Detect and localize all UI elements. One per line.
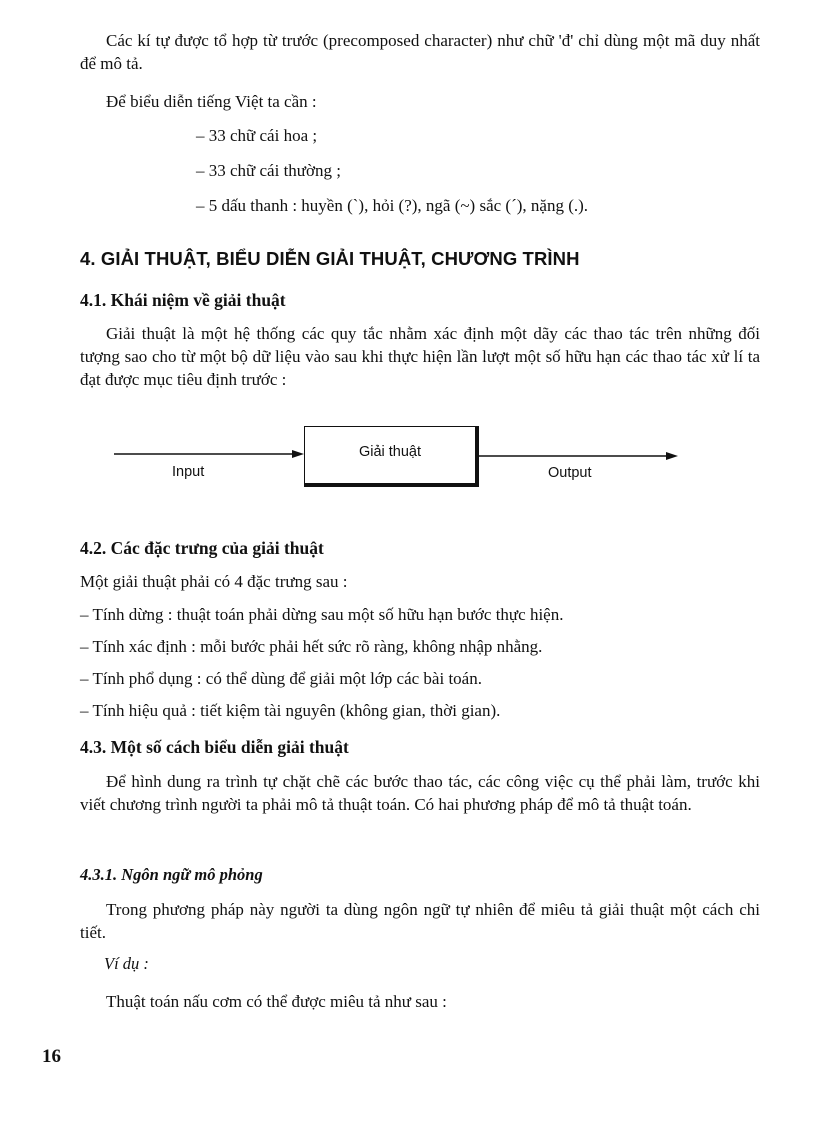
input-label: Input <box>172 464 205 480</box>
section-4-1-heading: 4.1. Khái niệm về giải thuật <box>80 290 286 310</box>
section-4-3-1-text: Trong phương pháp này người ta dùng ngôn ngữ tự nhiên để miêu tả giải thuật một cách chi tiết. <box>80 900 760 942</box>
input-arrowhead <box>292 450 304 458</box>
section-4-3-1-heading: 4.3.1. Ngôn ngữ mô phỏng <box>80 865 263 884</box>
intro-paragraph: Các kí tự được tổ hợp từ trước (precomposed character) như chữ 'đ' chỉ dùng một mã duy nhất để mô tả. <box>80 31 760 73</box>
list-item-uppercase: – 33 chữ cái hoa ; <box>196 126 318 145</box>
algorithm-box-label: Giải thuật <box>358 444 422 460</box>
algorithm-box <box>304 426 479 487</box>
section-4-3-text: Để hình dung ra trình tự chặt chẽ các bước thao tác, các công việc cụ thể phải làm, trước khi viết chương trình người ta phải mô tả thuật toán. Có hai phương pháp để mô tả thuật toán. <box>80 772 760 814</box>
section-4-heading: 4. GIẢI THUẬT, BIỂU DIỄN GIẢI THUẬT, CHƯƠNG TRÌNH <box>80 248 580 269</box>
list-item-lowercase: – 33 chữ cái thường ; <box>196 161 341 180</box>
intro-requirement: Để biểu diễn tiếng Việt ta cần : <box>106 92 317 111</box>
trait-termination: – Tính dừng : thuật toán phải dừng sau một số hữu hạn bước thực hiện. <box>80 605 564 624</box>
page-number: 16 <box>42 1046 61 1067</box>
section-4-2-heading: 4.2. Các đặc trưng của giải thuật <box>80 538 324 558</box>
section-4-1-text: Giải thuật là một hệ thống các quy tắc nhằm xác định một dãy các thao tác trên những đối tượng sao cho từ một bộ dữ liệu vào sau khi thực hiện lần lượt một số hữu hạn các thao tác xử lí ta đạt được mục tiêu định trước : <box>80 324 760 389</box>
example-text: Thuật toán nấu cơm có thể được miêu tả như sau : <box>106 992 447 1011</box>
trait-efficiency: – Tính hiệu quả : tiết kiệm tài nguyên (không gian, thời gian). <box>80 701 501 720</box>
trait-generality: – Tính phổ dụng : có thể dùng để giải một lớp các bài toán. <box>80 669 482 688</box>
output-arrowhead <box>666 452 678 460</box>
section-4-2-intro: Một giải thuật phải có 4 đặc trưng sau : <box>80 572 348 591</box>
example-label: Ví dụ : <box>104 954 149 973</box>
trait-determinism: – Tính xác định : mỗi bước phải hết sức rõ ràng, không nhập nhằng. <box>80 637 543 656</box>
output-label: Output <box>548 465 592 481</box>
list-item-tones: – 5 dấu thanh : huyền (`), hỏi (?), ngã (~) sắc (´), nặng (.). <box>196 196 589 215</box>
section-4-3-heading: 4.3. Một số cách biểu diễn giải thuật <box>80 737 349 757</box>
